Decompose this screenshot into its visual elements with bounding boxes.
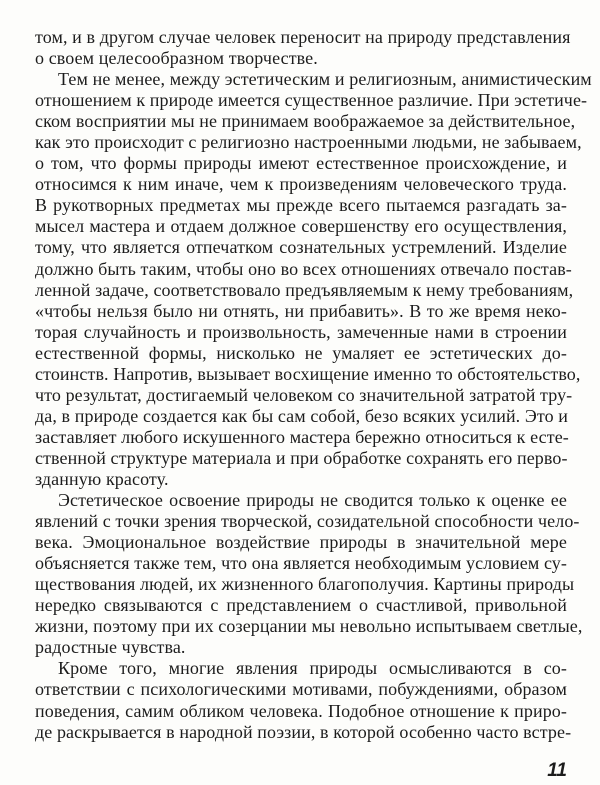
text-line: о своем целесообразном творчестве. xyxy=(35,48,318,69)
paragraph xyxy=(35,490,583,658)
text-line: де раскрывается в народной поэзии, в которой особенно часто встре- xyxy=(35,721,572,742)
text-line: о том, что формы природы имеют естественное происхождение, и xyxy=(35,153,567,174)
paragraph xyxy=(35,27,571,69)
text-line: радостные чувства. xyxy=(35,637,186,658)
text-line: объясняется также тем, что она является необходимым условием су- xyxy=(35,553,567,574)
paragraph xyxy=(35,658,572,742)
text-line: поведения, самим обликом человека. Подобное отношение к приро- xyxy=(35,700,567,721)
text-line: нередко связываются с представлением о счастливой, привольной xyxy=(35,595,567,616)
page-number: 11 xyxy=(547,760,567,781)
text-line: должно быть таким, чтобы оно во всех отношениях отвечало постав- xyxy=(35,258,572,279)
text-line: В рукотворных предметах мы прежде всего пытаемся разгадать за- xyxy=(35,195,567,216)
text-line: относимся к ним иначе, чем к произведениям человеческого труда. xyxy=(35,174,567,195)
text-line: века. Эмоциональное воздействие природы в значительной мере xyxy=(35,532,567,553)
text-line: ществования людей, их жизненного благополучия. Картины природы xyxy=(35,574,575,595)
text-line: стоинств. Напротив, вызывает восхищение именно то обстоятельство, xyxy=(35,363,581,384)
text-line: явлений с точки зрения творческой, созидательной способности чело- xyxy=(35,511,580,532)
text-line: ответствии с психологическими мотивами, побуждениями, образом xyxy=(35,679,567,700)
book-page-text xyxy=(35,27,592,743)
text-line: Тем не менее, между эстетическим и религиозным, анимистическим xyxy=(58,69,592,90)
text-line: «чтобы нельзя было ни отнять, ни прибавить». В то же время неко- xyxy=(35,300,567,321)
text-line: Эстетическое освоение природы не сводится только к оценке ее xyxy=(58,490,567,511)
text-line: зданную красоту. xyxy=(35,468,169,489)
text-line: естественной формы, нисколько не умаляет ее эстетических до- xyxy=(35,342,567,363)
text-line: жизни, поэтому при их созерцании мы невольно испытываем светлые, xyxy=(35,616,583,637)
text-line: Кроме того, многие явления природы осмысливаются в со- xyxy=(58,658,567,679)
text-line: ленной задаче, соответствовало предъявляемым к нему требованиям, xyxy=(35,279,574,300)
text-line: да, в природе создается как бы сам собой, безо всяких усилий. Это и xyxy=(35,405,569,426)
text-line: мысел мастера и отдаем должное совершенству его осуществления, xyxy=(35,216,567,237)
text-line: что результат, достигаемый человеком со значительной затратой тру- xyxy=(35,384,573,405)
text-line: заставляет любого искушенного мастера бережно относиться к есте- xyxy=(35,426,569,447)
text-line: том, и в другом случае человек переносит на природу представления xyxy=(35,27,571,47)
text-line: тому, что является отпечатком сознательных устремлений. Изделие xyxy=(35,237,567,258)
text-line: торая случайность и произвольность, замеченные нами в строении xyxy=(35,321,567,342)
paragraph xyxy=(35,69,592,490)
text-line: ственной структуре материала и при обработке сохранять его перво- xyxy=(35,447,568,468)
text-line: как это происходит с религиозно настроенными людьми, не забываем, xyxy=(35,132,582,153)
text-line: ском восприятии мы не принимаем воображаемое за действительное, xyxy=(35,111,576,132)
text-line: отношением к природе имеется существенное различие. При эстетиче- xyxy=(35,90,588,111)
